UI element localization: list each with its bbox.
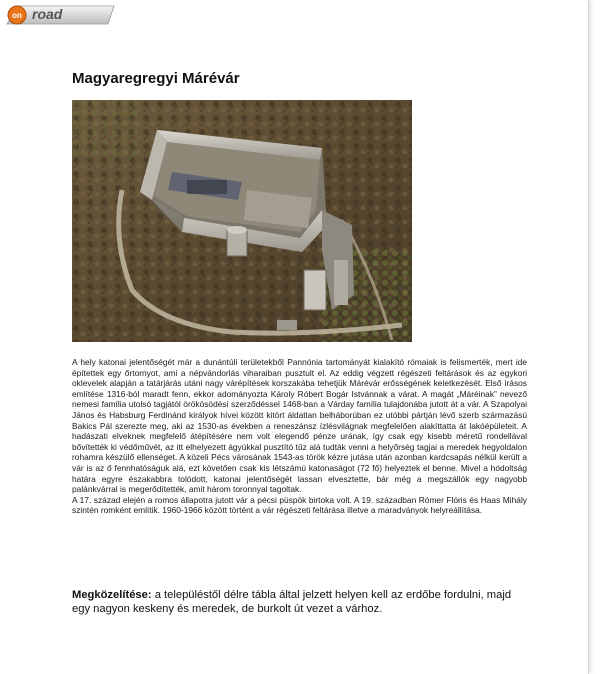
approach-label: Megközelítése: <box>72 589 152 601</box>
history-paragraph-1: A hely katonai jelentőségét már a dunántúli területekből Pannónia tartományát kialakító rómaiak is felismerték, mert ide építettek egy őrtornyot, ami a népvándorlás viharaiban pusztult el. Az eddig végzett régészeti feltárások és az egykori oklevelek alapján a tatárjárás utáni nagy várépítések korszakába tehetjük Márévár erősségének keletkezését. Első írásos említése 1316-ból maradt fenn, ekkor adományozta Károly Róbert Bogár Istvánnak a várat. A magát „Máréinak” nevező nemesi família utolsó tagjától örökösödési szerződéssel 1468-ban a Várday família tulajdonába jutott át a vár. A Szapolyai János és Habsburg Ferdinánd királyok hívei között kitört áldatlan belháborúban ez utóbbi pártján lévő szerb származású Bakics Pál szerezte meg, aki az 1530-as években a reneszánsz ízlésvilágnak megfelelően alakíttatta át lakóépületeit. A hadászati elveknek megfelelő átépítésére nem volt elegendő pénze urának, így csak egy kisebb méretű rondellával bővítették ki védőművét, az itt elhelyezett ágyúkkal pusztító tűz alá tudták venni a helyőrség tagjai a meredek hegyoldalon rohamra készülő ellenséget. A közeli Pécs városának 1543-as török kézre jutása után azonban kardcsapás nélkül került a vár is az ő fennhatóságuk alá, ezt követően csak kis létszámú katonaságot (72 fő) helyeztek el benne. Mivel a hódoltság határa egyre északabbra tolódott, katonai jelentőségét lassan elvesztette, bár még a megszállók egy nagyobb palánkvárral is megerődítették, amit három toronnyal tagoltak. <box>72 357 527 495</box>
svg-text:on: on <box>12 11 22 20</box>
history-paragraph-2: A 17. század elején a romos állapotra jutott vár a pécsi püspök birtoka volt. A 19. században Rómer Flóris és Haas Mihály szintén romként említik. 1960-1966 között történt a vár régészeti feltárása illetve a maradványok helyreállítása. <box>72 494 527 516</box>
history-text <box>72 357 527 516</box>
castle-aerial-photo <box>72 100 412 342</box>
page-title: Magyaregregyi Márévár <box>72 70 240 87</box>
onroad-logo <box>4 2 116 28</box>
approach-text: a településtől délre tábla által jelzett helyen kell az erdőbe fordulni, majd egy nagyon keskeny és meredek, de burkolt út vezet a várhoz. <box>72 589 512 615</box>
approach-paragraph <box>72 588 532 616</box>
svg-text:road: road <box>32 6 63 22</box>
